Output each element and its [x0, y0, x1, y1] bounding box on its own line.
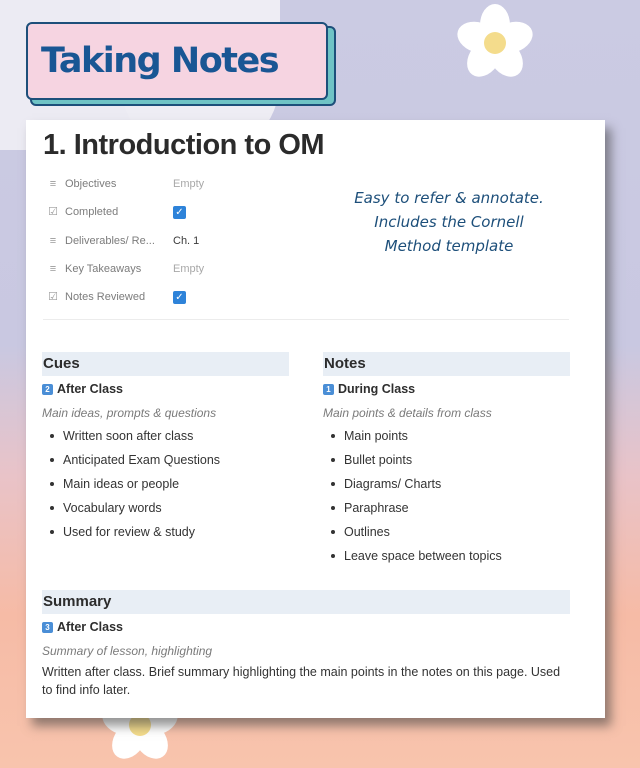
- cues-subheading: After Class: [57, 382, 123, 396]
- notes-subheading: During Class: [338, 382, 416, 396]
- text-lines-icon: ≡: [49, 263, 57, 275]
- summary-caption: Summary of lesson, highlighting: [42, 644, 213, 658]
- property-label: Completed: [65, 206, 119, 218]
- keycap-3-icon: 3: [42, 622, 53, 633]
- text-lines-icon: ≡: [49, 178, 57, 190]
- property-label: Key Takeaways: [65, 263, 142, 275]
- list-item: Outlines: [323, 520, 570, 544]
- summary-text: Written after class. Brief summary highlighting the main points in the notes on this page. Used to find info later.: [42, 665, 561, 697]
- completed-checkbox[interactable]: ✓: [173, 206, 186, 219]
- cues-heading: Cues: [42, 352, 289, 376]
- property-value[interactable]: Empty: [173, 263, 205, 275]
- property-label: Notes Reviewed: [65, 291, 146, 303]
- list-item: Anticipated Exam Questions: [42, 448, 289, 472]
- checkbox-property-icon: ☑: [48, 291, 58, 303]
- property-value[interactable]: Ch. 1: [173, 235, 200, 247]
- list-item: Diagrams/ Charts: [323, 472, 570, 496]
- property-objectives[interactable]: [47, 174, 204, 194]
- title-banner: [26, 22, 332, 104]
- list-item: Written soon after class: [42, 424, 289, 448]
- property-label: Deliverables/ Re...: [65, 235, 155, 247]
- notes-reviewed-checkbox[interactable]: ✓: [173, 291, 186, 304]
- cues-section: [42, 352, 289, 544]
- text-lines-icon: ≡: [49, 235, 57, 247]
- keycap-2-icon: 2: [42, 384, 53, 395]
- list-item: Main points: [323, 424, 570, 448]
- notion-page: [26, 120, 605, 718]
- list-item: Main ideas or people: [42, 472, 289, 496]
- list-item: Paraphrase: [323, 496, 570, 520]
- property-value[interactable]: Empty: [173, 178, 205, 190]
- summary-subheading: After Class: [57, 620, 123, 634]
- divider: [43, 319, 569, 320]
- list-item: Vocabulary words: [42, 496, 289, 520]
- handwritten-annotation: Easy to refer & annotate. Includes the Cornell Method template: [354, 189, 544, 255]
- property-key-takeaways[interactable]: [47, 259, 204, 279]
- list-item: Leave space between topics: [323, 544, 570, 568]
- summary-heading: Summary: [42, 590, 570, 614]
- property-label: Objectives: [65, 178, 117, 190]
- summary-section: [42, 590, 570, 699]
- list-item: Used for review & study: [42, 520, 289, 544]
- notes-caption: Main points & details from class: [323, 406, 492, 420]
- property-completed[interactable]: [47, 202, 186, 222]
- property-deliverables[interactable]: [47, 231, 199, 251]
- list-item: Bullet points: [323, 448, 570, 472]
- keycap-1-icon: 1: [323, 384, 334, 395]
- checkbox-property-icon: ☑: [48, 206, 58, 218]
- cues-caption: Main ideas, prompts & questions: [42, 406, 217, 420]
- property-notes-reviewed[interactable]: [47, 287, 186, 307]
- page-title: 1. Introduction to OM: [43, 129, 325, 161]
- banner-title: Taking Notes: [41, 41, 279, 81]
- notes-heading: Notes: [323, 352, 570, 376]
- notes-section: [323, 352, 570, 568]
- flower-decoration: [460, 8, 530, 78]
